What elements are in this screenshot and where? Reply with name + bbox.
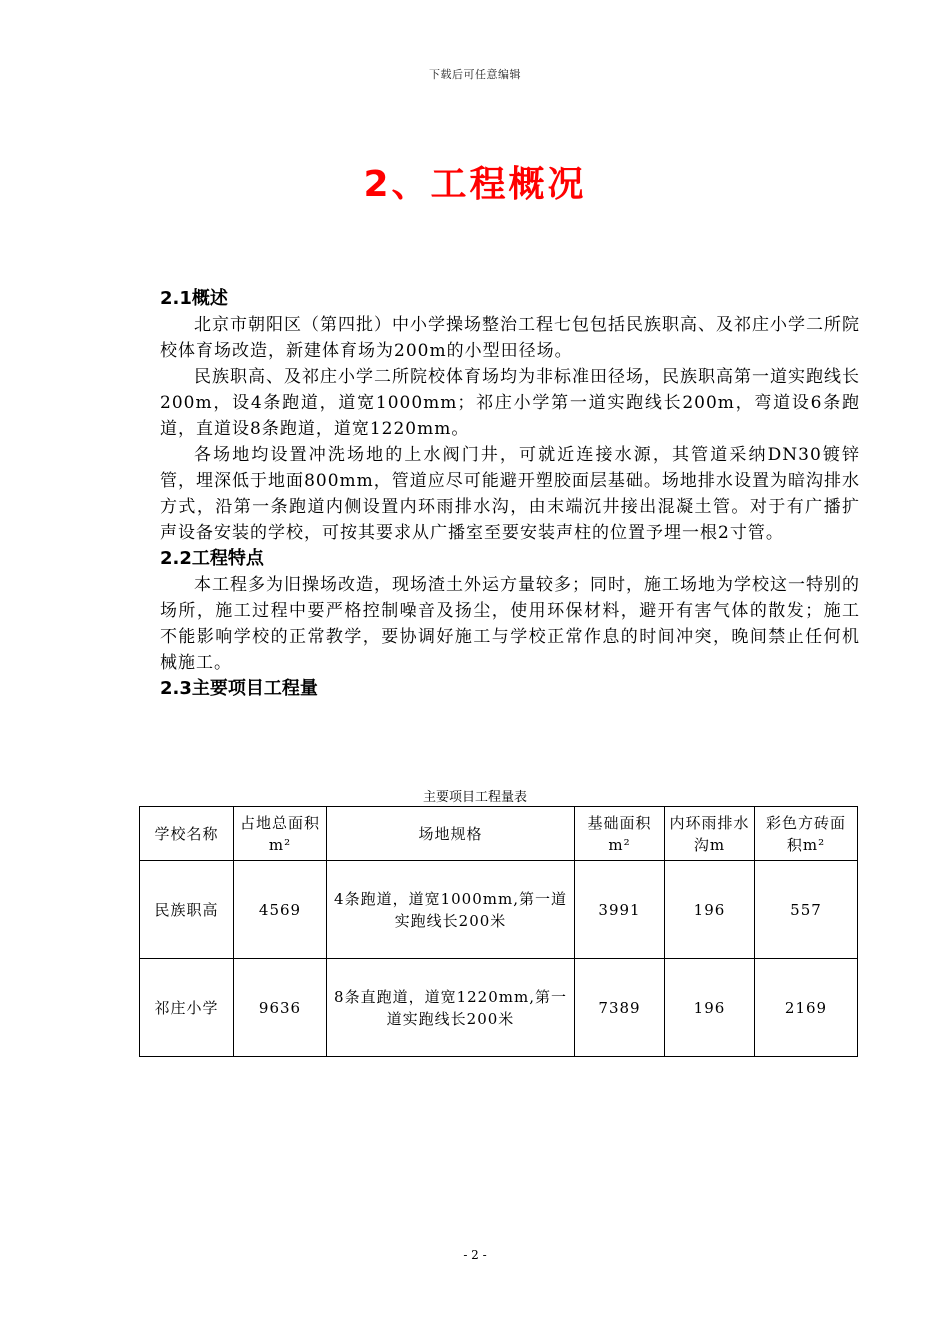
page-number: - 2 - — [463, 1248, 487, 1262]
page-header: 下载后可任意编辑 — [429, 68, 521, 81]
table-cell: 2169 — [755, 959, 858, 1057]
table-header-cell: 内环雨排水沟m — [665, 807, 755, 861]
table-header-cell: 学校名称 — [140, 807, 234, 861]
table-cell: 4条跑道，道宽1000mm,第一道实跑线长200米 — [327, 861, 575, 959]
section-heading: 2.2工程特点 — [160, 548, 264, 569]
table-caption: 主要项目工程量表 — [422, 790, 527, 805]
table-header-cell: 基础面积m² — [575, 807, 665, 861]
table-cell: 9636 — [234, 959, 327, 1057]
paragraph: 民族职高、及祁庄小学二所院校体育场均为非标准田径场，民族职高第一道实跑线长200m，设4条跑道，道宽1000mm；祁庄小学第一道实跑线长200m，弯道设6条跑道，直道设8条跑道，道宽1220mm。 — [160, 367, 860, 439]
table-cell: 196 — [665, 959, 755, 1057]
table-row — [140, 861, 858, 959]
table-header-cell: 彩色方砖面积m² — [755, 807, 858, 861]
paragraph: 北京市朝阳区（第四批）中小学操场整治工程七包包括民族职高、及祁庄小学二所院校体育场改造，新建体育场为200m的小型田径场。 — [160, 315, 860, 361]
table-header-cell: 占地总面积m² — [234, 807, 327, 861]
table-cell: 3991 — [575, 861, 665, 959]
table-row — [140, 959, 858, 1057]
table-cell: 民族职高 — [140, 861, 234, 959]
section-overview — [160, 286, 860, 702]
page-title: 2、工程概况 — [363, 164, 587, 205]
table-header-row — [140, 807, 858, 861]
table-cell: 4569 — [234, 861, 327, 959]
table-cell: 7389 — [575, 959, 665, 1057]
table-cell: 祁庄小学 — [140, 959, 234, 1057]
table-cell: 557 — [755, 861, 858, 959]
section-heading: 2.3主要项目工程量 — [160, 678, 318, 699]
paragraph: 各场地均设置冲洗场地的上水阀门井，可就近连接水源，其管道采纳DN30镀锌管，埋深低于地面800mm，管道应尽可能避开塑胶面层基础。场地排水设置为暗沟排水方式，沿第一条跑道内侧设置内环雨排水沟，由末端沉井接出混凝土管。对于有广播扩声设备安装的学校，可按其要求从广播室至要安装声柱的位置予埋一根2寸管。 — [160, 445, 860, 543]
table-cell: 8条直跑道，道宽1220mm,第一道实跑线长200米 — [327, 959, 575, 1057]
table-header-cell: 场地规格 — [327, 807, 575, 861]
paragraph: 本工程多为旧操场改造，现场渣土外运方量较多；同时，施工场地为学校这一特别的场所，施工过程中要严格控制噪音及扬尘，使用环保材料，避开有害气体的散发；施工不能影响学校的正常教学，要协调好施工与学校正常作息的时间冲突，晚间禁止任何机械施工。 — [160, 575, 860, 673]
quantity-table — [139, 806, 858, 1057]
table-cell: 196 — [665, 861, 755, 959]
section-heading: 2.1概述 — [160, 288, 228, 309]
